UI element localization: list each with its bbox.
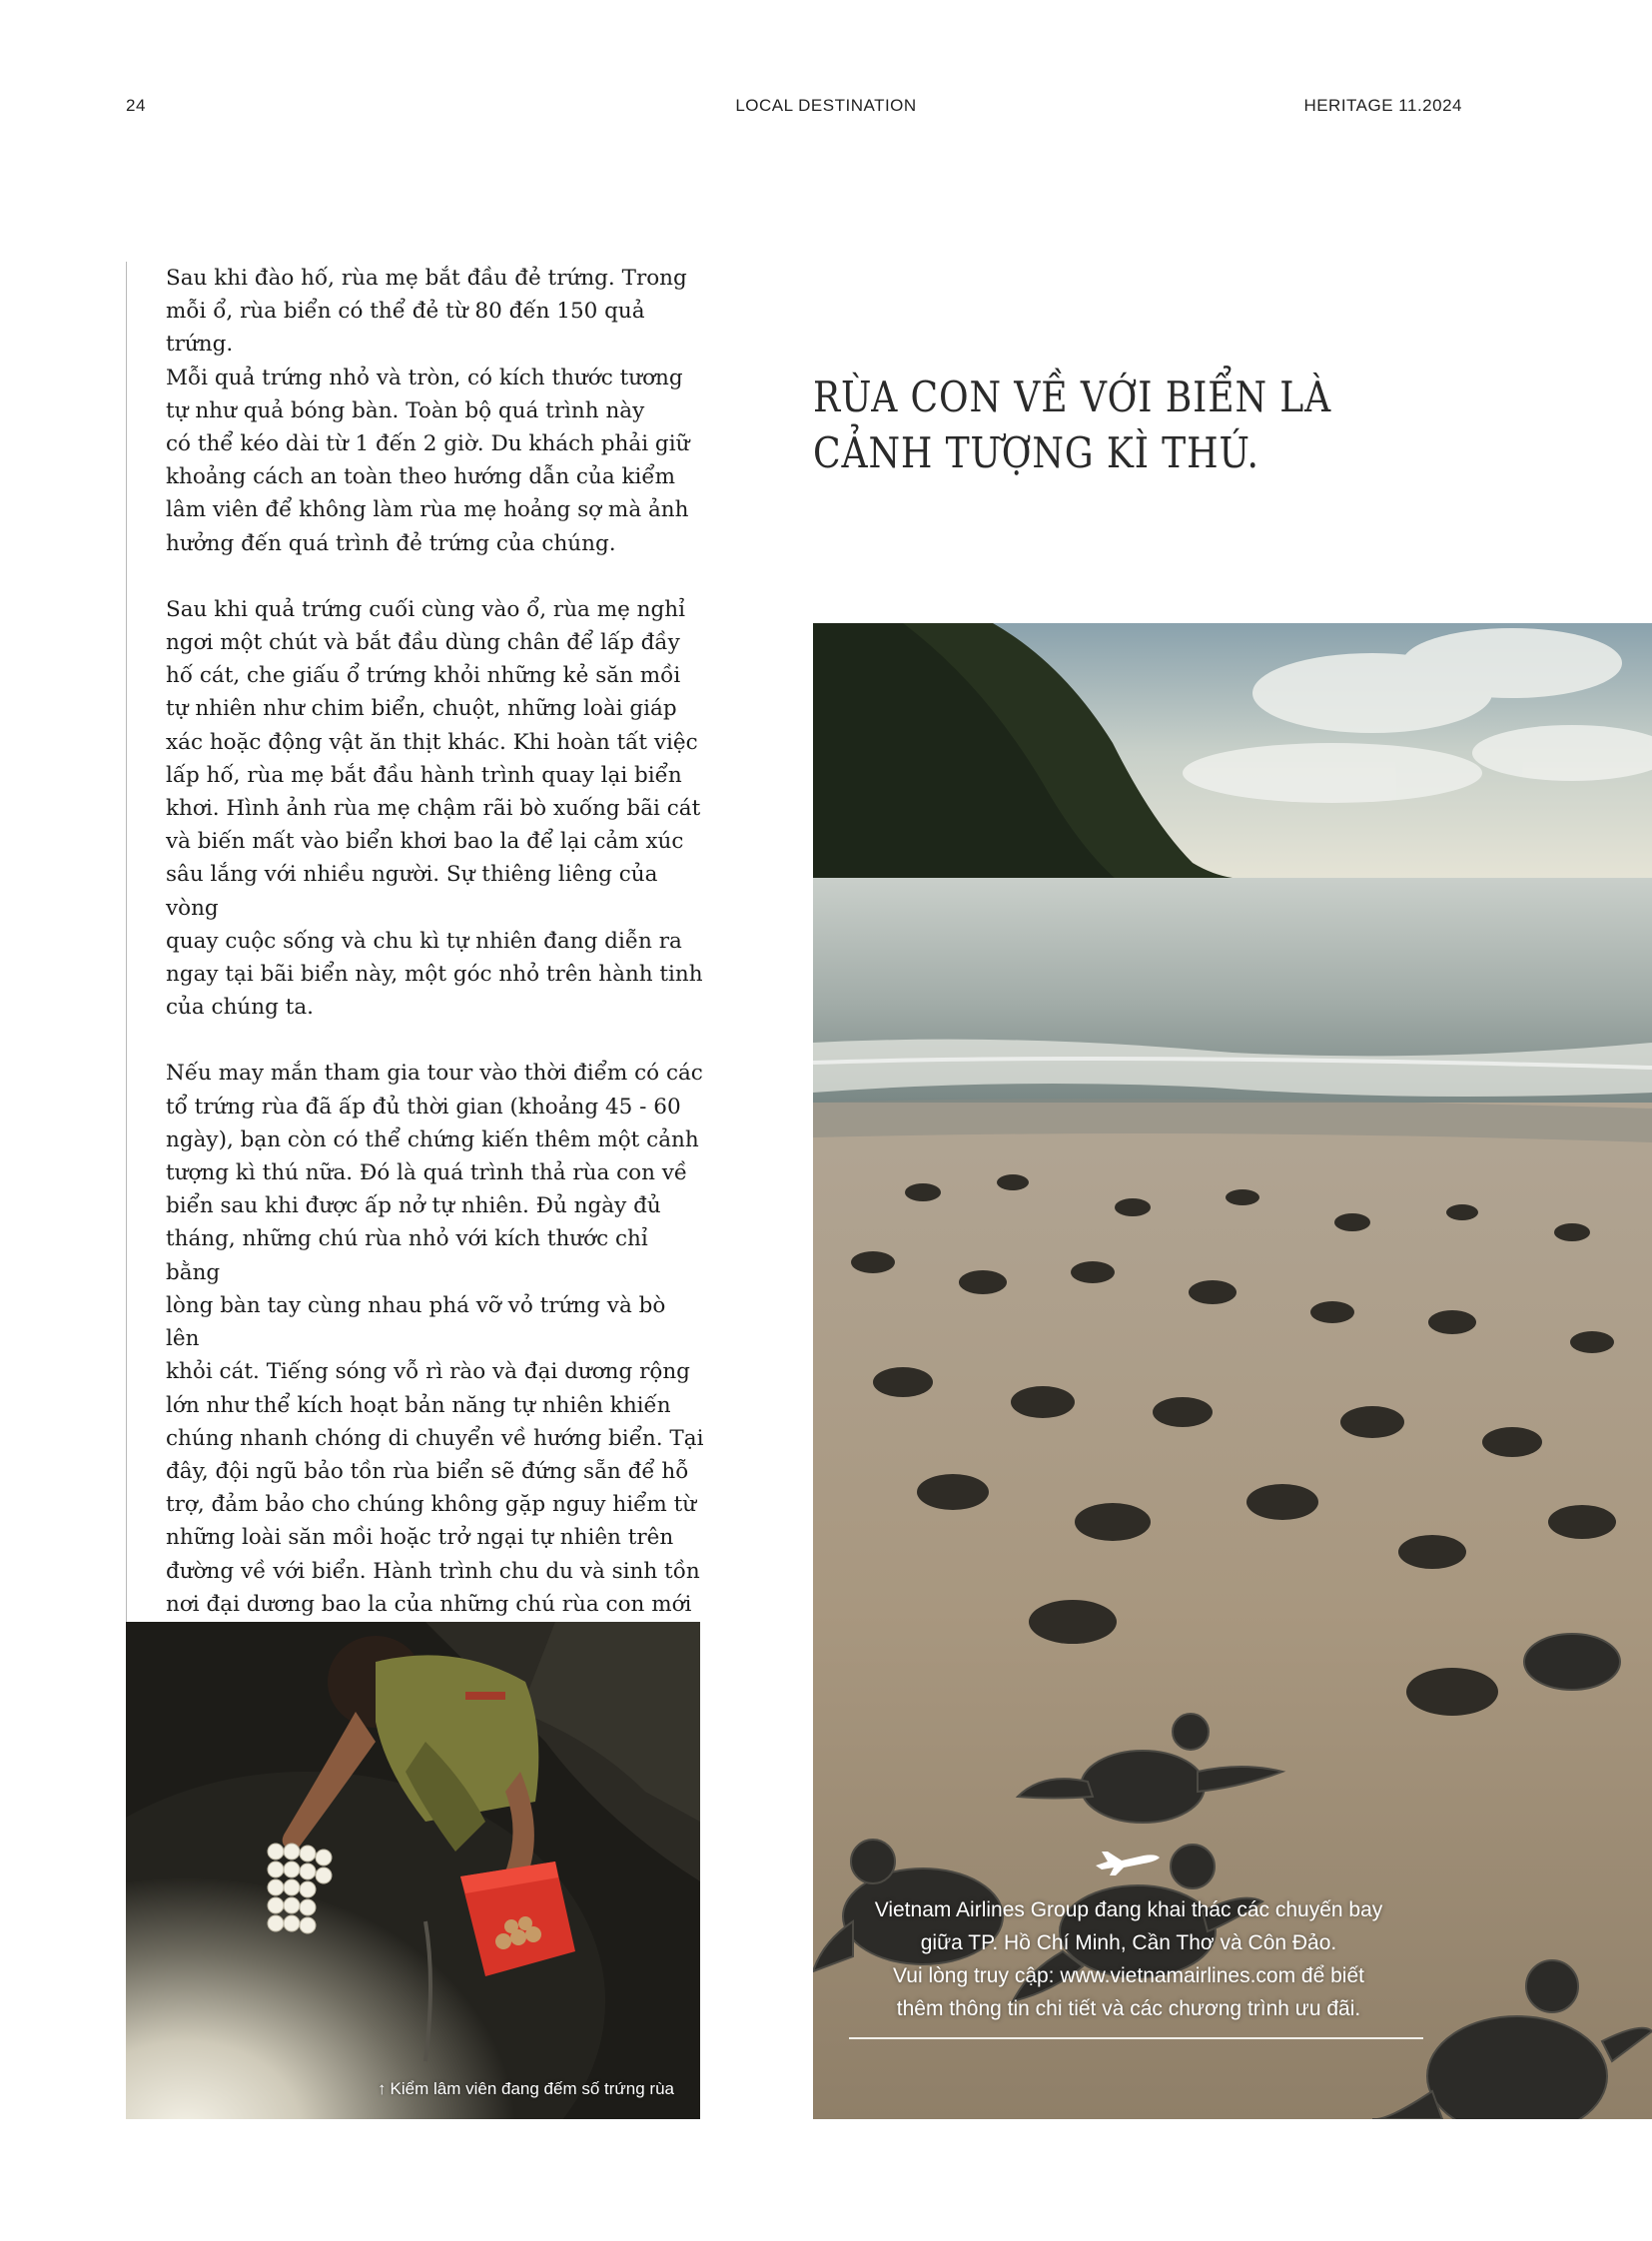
section-title: LOCAL DESTINATION [735, 96, 917, 115]
promo-box [849, 1848, 1408, 2039]
airplane-icon [1094, 1848, 1164, 1877]
article-paragraph-3: Nếu may mắn tham gia tour vào thời điểm có các tổ trứng rùa đã ấp đủ thời gian (khoảng 45 - 60 ngày), bạn còn có thể chứng kiến thêm một cảnh tượng kì thú nữa. Đó là quá trình thả rùa con về biển sau khi được ấp nở tự nhiên. Đủ ngày đủ tháng, những chú rùa nhỏ với kích thước chỉ bằng lòng bàn tay cùng nhau phá vỡ vỏ trứng và bò lên khỏi cát. Tiếng sóng vỗ rì rào và đại dương rộng lớn như thể kích hoạt bản năng tự nhiên khiến chúng nhanh chóng di chuyển về hướng biển. Tại đây, đội ngũ bảo tồn rùa biển sẽ đứng sẵn để hỗ trợ, đảm bảo cho chúng không gặp nguy hiểm từ những loài săn mồi hoặc trở ngại tự nhiên trên đường về với biển. Hành trình chu du và sinh tồn nơi đại dương bao la của những chú rùa con mới [166, 1061, 704, 1617]
caption-text: Kiểm lâm viên đang đếm số trứng rùa [390, 2079, 674, 2098]
article-body [166, 262, 705, 1687]
pull-quote: RÙA CON VỀ VỚI BIỂN LÀ CẢNH TƯỢNG KÌ THÚ. [813, 373, 1332, 477]
column-rule [126, 262, 127, 1635]
ranger-photo-scene [126, 1622, 700, 2119]
article-paragraph-2: Sau khi quả trứng cuối cùng vào ổ, rùa mẹ nghỉ ngơi một chút và bắt đầu dùng chân để lấp đầy hố cát, che giấu ổ trứng khỏi những kẻ săn mồi tự nhiên như chim biển, chuột, những loài giáp xác hoặc động vật ăn thịt khác. Khi hoàn tất việc lấp hố, rùa mẹ bắt đầu hành trình quay lại biển khơi. Hình ảnh rùa mẹ chậm rãi bò xuống bãi cát và biến mất vào biển khơi bao la để lại cảm xúc sâu lắng với nhiều người. Sự thiêng liêng của vòng quay cuộc sống và chu kì tự nhiên đang diễn ra ngay tại bãi biển này, một góc nhỏ trên hành tinh của chúng ta. [166, 596, 703, 1021]
ranger-photo [126, 1622, 700, 2119]
beach-photo [813, 623, 1652, 2119]
ranger-photo-caption [378, 2079, 674, 2099]
promo-underline [849, 2037, 1423, 2039]
article-paragraph-1: Sau khi đào hố, rùa mẹ bắt đầu đẻ trứng. Trong mỗi ổ, rùa biển có thể đẻ từ 80 đến 150 quả trứng. Mỗi quả trứng nhỏ và tròn, có kích thước tương tự như quả bóng bàn. Toàn bộ quá trình này có thể kéo dài từ 1 đến 2 giờ. Du khách phải giữ khoảng cách an toàn theo hướng dẫn của kiểm lâm viên để không làm rùa mẹ hoảng sợ mà ảnh hưởng đến quá trình đẻ trứng của chúng. [166, 266, 690, 556]
issue-label: HERITAGE 11.2024 [1303, 96, 1462, 115]
promo-text: Vietnam Airlines Group đang khai thác các chuyến bay giữa TP. Hồ Chí Minh, Cần Thơ và Côn Đảo. Vui lòng truy cập: www.vietnamairlines.com để biết thêm thông tin chi tiết và các chương trình ưu đãi. [874, 1898, 1383, 2020]
page-number: 24 [126, 96, 146, 115]
arrow-up-icon: ↑ [378, 2079, 387, 2098]
